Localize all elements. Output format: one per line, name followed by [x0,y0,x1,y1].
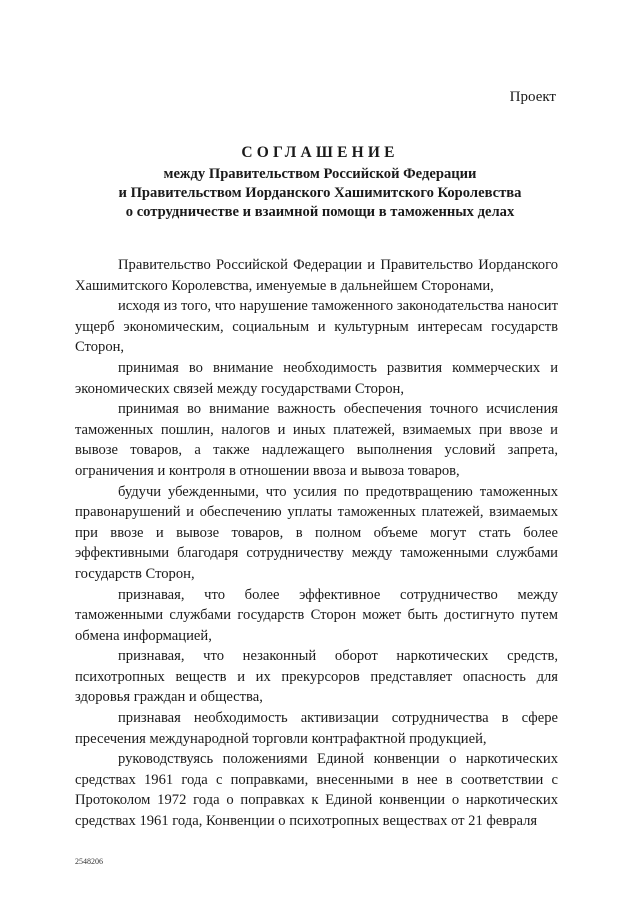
title-main: СОГЛАШЕНИЕ [241,144,399,161]
document-body [75,255,558,832]
draft-label: Проект [509,89,556,105]
preamble-paragraph: исходя из того, что нарушение таможенного законодательства наносит ущерб экономическим, социальным и культурным интересам государств Сторон, [75,298,558,356]
intro-paragraph: Правительство Российской Федерации и Правительство Иорданского Хашимитского Королевства, именуемые в дальнейшем Сторонами, [75,257,558,294]
preamble-paragraph: принимая во внимание важность обеспечения точного исчисления таможенных пошлин, налогов и иных платежей, взимаемых при ввозе и вывозе товаров, а также надлежащего выполнения условий запрета, ограничения и контроля в отношении ввоза и вывоза товаров, [75,401,558,479]
document-code: 2548206 [75,857,103,866]
preamble-paragraph: руководствуясь положениями Единой конвенции о наркотических средствах 1961 года с поправками, внесенными в нее в соответствии с Протоколом 1972 года о поправках к Единой конвенции о наркотических средствах 1961 года, Конвенции о психотропных веществах от 21 февраля [75,751,558,830]
document-title [60,143,580,222]
preamble-paragraph: будучи убежденными, что усилия по предотвращению таможенных правонарушений и обеспечению уплаты таможенных платежей, взимаемых при ввозе и вывозе товаров, в полном объеме могут стать более эффективными благодаря сотрудничеству между таможенными службами государств Сторон, [75,483,558,582]
title-line-1: между Правительством Российской Федерации [163,166,477,182]
title-line-3: о сотрудничестве и взаимной помощи в таможенных делах [125,204,515,220]
preamble-paragraph: признавая, что незаконный оборот наркотических средств, психотропных веществ и их прекурсоров представляет опасность для здоровья граждан и общества, [75,648,558,706]
preamble-paragraph: принимая во внимание необходимость развития коммерческих и экономических связей между государствами Сторон, [75,359,558,397]
preamble-paragraph: признавая необходимость активизации сотрудничества в сфере пресечения международной торговли контрафактной продукцией, [75,710,558,747]
preamble-paragraph: признавая, что более эффективное сотрудничество между таможенными службами государств Сторон может быть достигнуто путем обмена информацией, [75,586,558,644]
title-line-2: и Правительством Иорданского Хашимитского Королевства [118,185,522,201]
